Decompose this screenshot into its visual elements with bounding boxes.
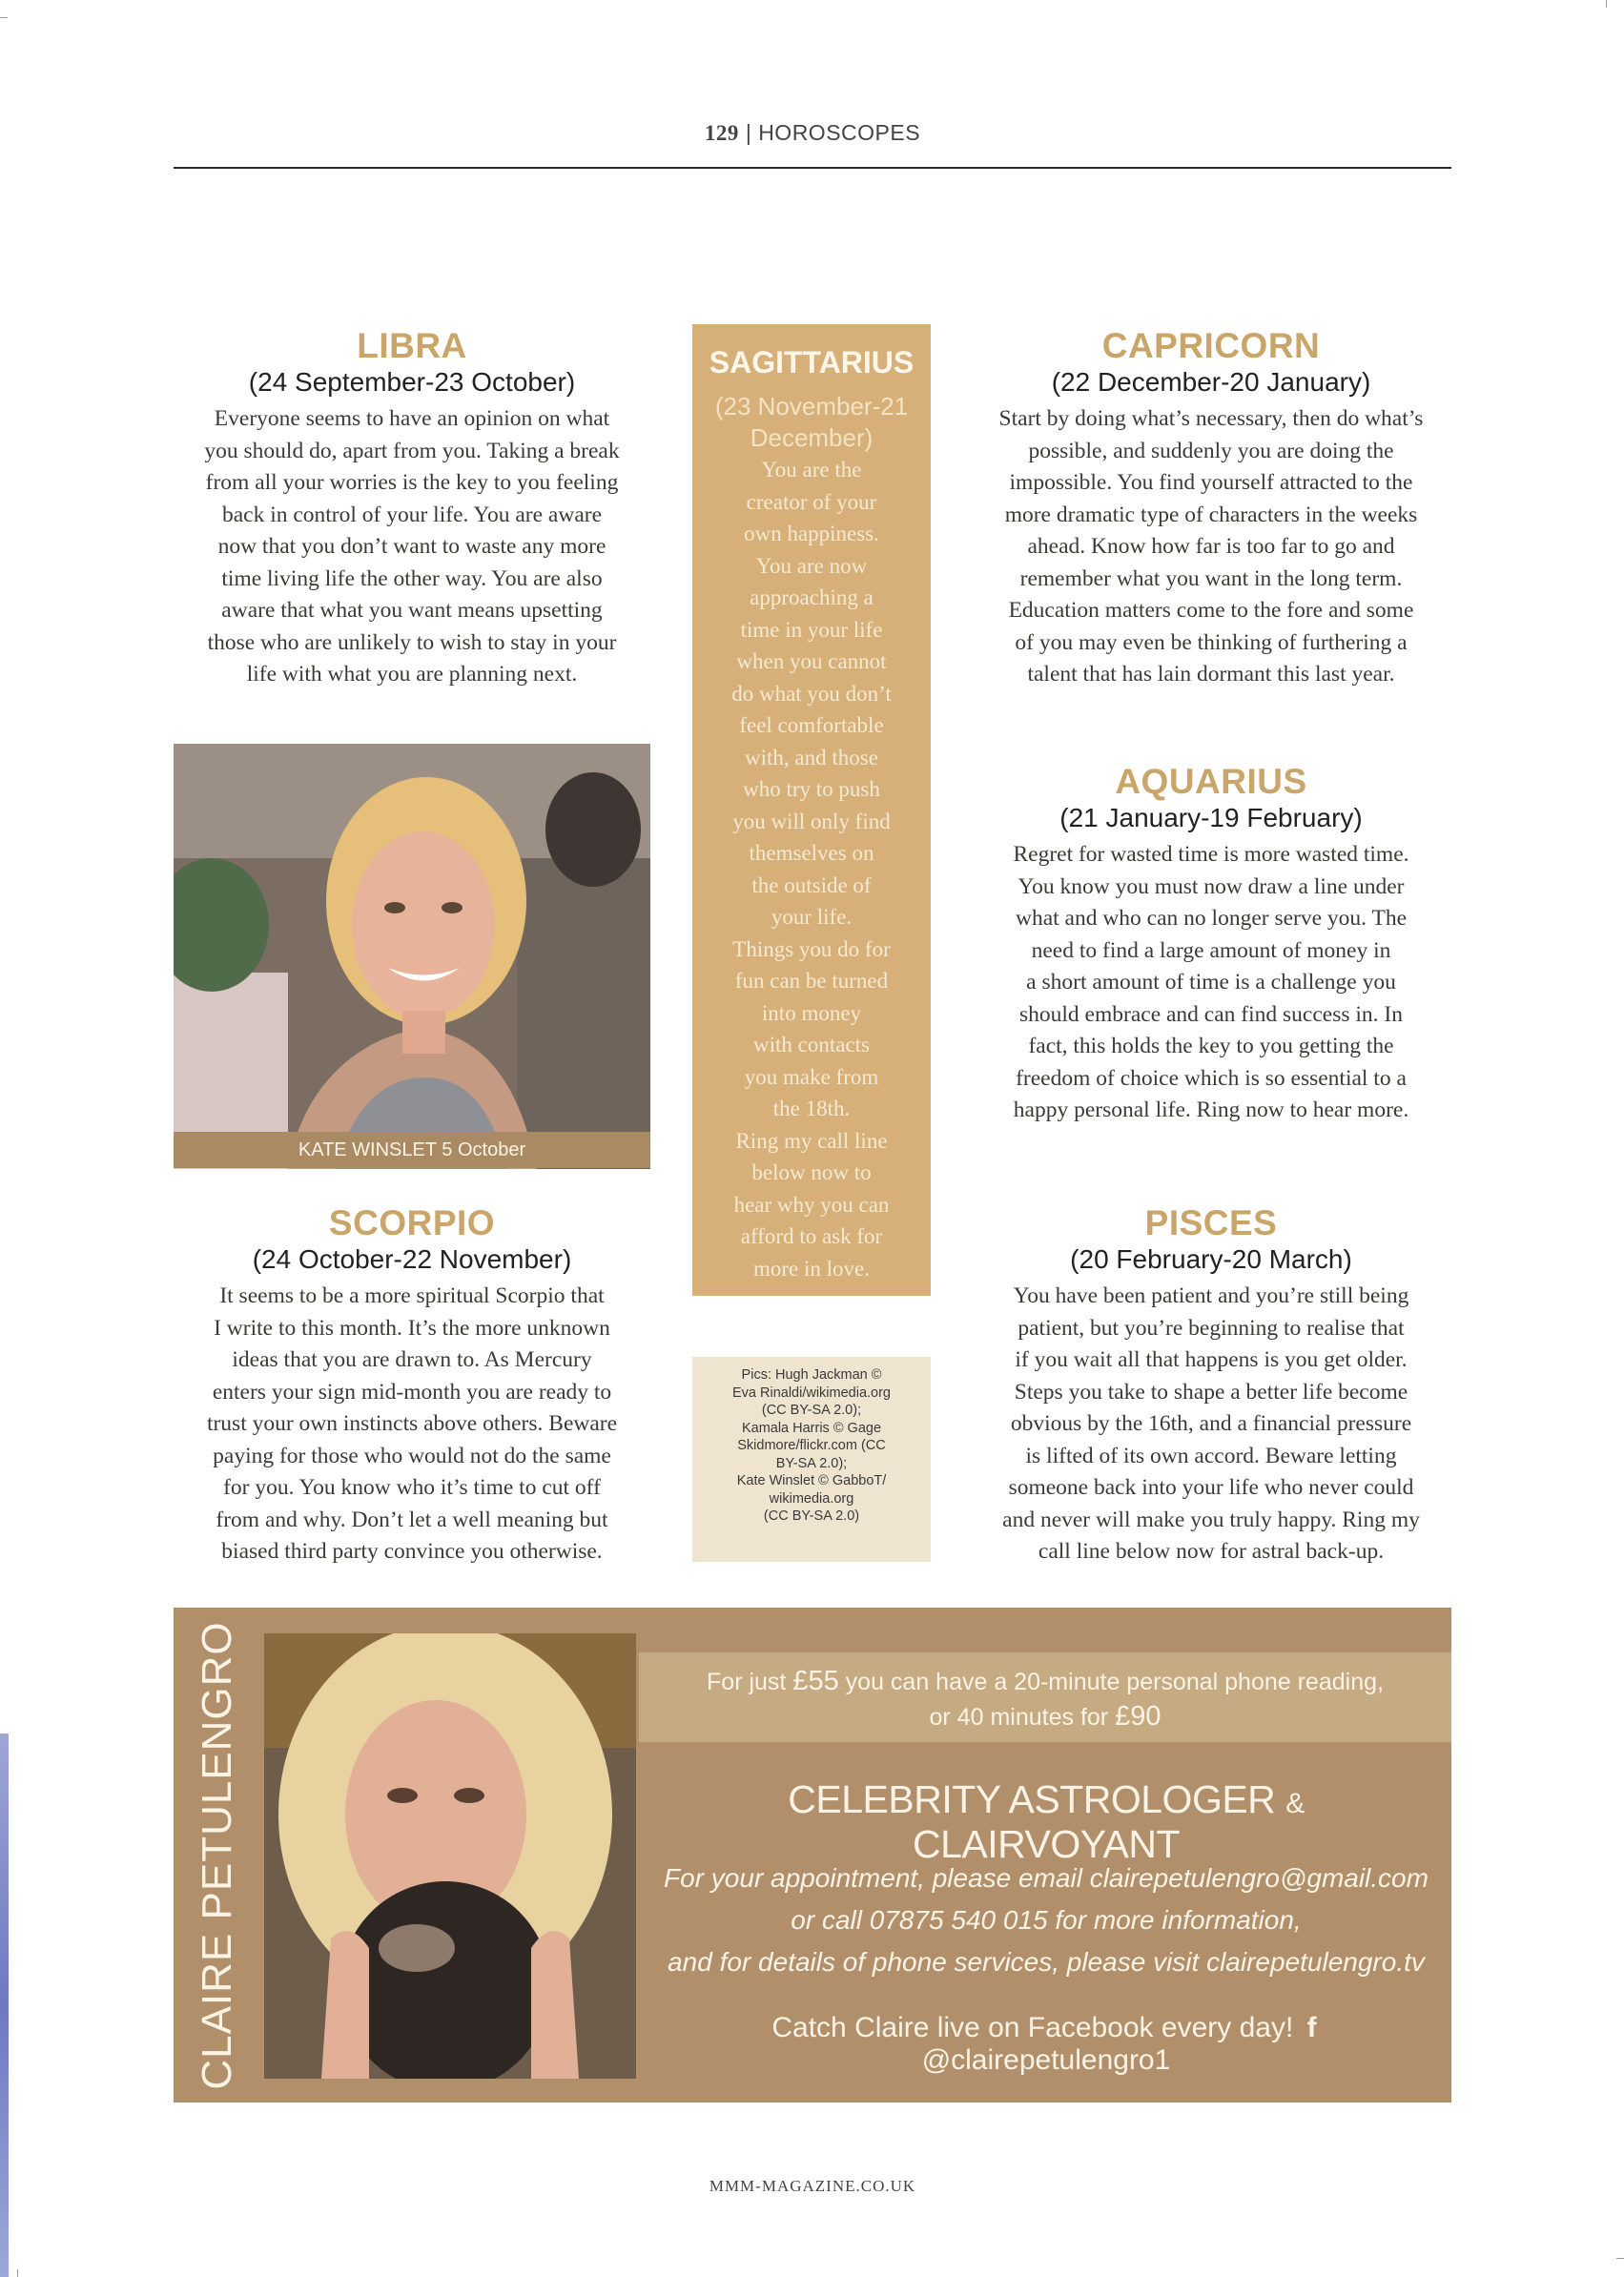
page-edge-strip (0, 1733, 9, 2277)
crop-mark (0, 17, 8, 18)
section-title: HOROSCOPES (758, 120, 921, 145)
sign-text: Start by doing what’s necessary, then do what’s possible, and suddenly you are doing the impossible. You find yourself attracted to the more dramatic type of characters in the weeks ahead. Know how far is too far to go and remember what you want in the long term. Education matters come to the fore and some of you may even be thinking of furthering a talent that has lain dormant this last year. (998, 406, 1424, 687)
capricorn-section (963, 327, 1459, 691)
sign-name: SAGITTARIUS (709, 345, 915, 380)
phone-line[interactable]: or call 07875 540 015 for more information, (791, 1905, 1302, 1935)
portrait-illustration (264, 1633, 636, 2079)
aquarius-section (963, 763, 1459, 1127)
photo-credits: Pics: Hugh Jackman © Eva Rinaldi/wikimedia.org (CC BY-SA 2.0); Kamala Harris © Gage Skidmore/flickr.com (CC BY-SA 2.0); Kate Winslet © GabboT/ wikimedia.org (CC BY-SA 2.0) (692, 1357, 931, 1562)
claire-petulengro-photo (264, 1633, 636, 2079)
sign-text: Everyone seems to have an opinion on what you should do, apart from you. Taking a break from all your worries is the key to you feeling back in control of your life. You are aware now that you don’t want to waste any more time living life the other way. You are also aware that what you want means upsetting those who are unlikely to wish to stay in your life with what you are planning next. (204, 406, 620, 687)
sign-dates: (20 February-20 March) (1070, 1244, 1352, 1274)
header-rule (174, 167, 1451, 169)
sign-dates: (22 December-20 January) (1051, 367, 1371, 397)
sign-name: CAPRICORN (1101, 326, 1321, 365)
sign-name: LIBRA (357, 326, 467, 365)
sign-dates: (24 October-22 November) (252, 1244, 572, 1274)
crop-mark (1616, 2258, 1624, 2259)
sign-text: You are the creator of your own happiness. You are now approaching a time in your life when you cannot do what you don’t feel comfortable with, and those who try to push you will only find themselves on the outside of your life. Things you do for fun can be turned into money with contacts you make from the 18th. Ring my call line below now to hear why you can afford to ask for more in love. (731, 458, 892, 1281)
sign-dates: (21 January-19 February) (1059, 803, 1363, 832)
website-line[interactable]: and for details of phone services, please visit clairepetulengro.tv (668, 1947, 1425, 1977)
sign-dates: (23 November-21 December) (714, 392, 909, 452)
libra-section (174, 327, 650, 691)
facebook-handle[interactable]: @clairepetulengro1 (921, 2044, 1171, 2076)
sign-dates: (24 September-23 October) (248, 367, 576, 397)
sign-text: Regret for wasted time is more wasted time. You know you must now draw a line under what and who can no longer serve you. The need to find a large amount of money in a short amount of time is a challenge you should embrace and can find success in. In fact, this holds the key to you getting the freedom of choice which is so essential to a happy personal life. Ring now to hear more. (1013, 842, 1409, 1122)
price-40min: £90 (1115, 1701, 1161, 1732)
advert-vertical-name: CLAIRE PETULENGRO (194, 1621, 240, 2090)
price-banner: For just £55 you can have a 20-minute personal phone reading, or 40 minutes for £90 (639, 1652, 1451, 1742)
footer-site[interactable]: MMM-MAGAZINE.CO.UK (709, 2177, 916, 2195)
price-20min: £55 (792, 1666, 839, 1696)
photo-caption: KATE WINSLET 5 October (174, 1132, 650, 1168)
page-header (174, 120, 1451, 146)
crop-mark (1606, 0, 1607, 8)
kate-winslet-photo (174, 744, 650, 1169)
scorpio-section (174, 1204, 650, 1569)
sign-text: You have been patient and you’re still being patient, but you’re beginning to realise that if you wait all that happens is you get older. Steps you take to shape a better life become obvious by the 16th, and a financial pressure is lifted of its own accord. Beware letting someone back into your life who never could and never will make you truly happy. Ring my call line below now for astral back-up. (1002, 1283, 1420, 1564)
facebook-line: Catch Claire live on Facebook every day! f @clairepetulengro1 (771, 2012, 1317, 2076)
contact-info (650, 1857, 1442, 1983)
crop-mark (17, 2269, 18, 2277)
sign-name: PISCES (1144, 1203, 1278, 1242)
sign-name: SCORPIO (328, 1203, 496, 1242)
sign-name: AQUARIUS (1115, 762, 1307, 801)
astrologer-advert (174, 1608, 1451, 2103)
facebook-icon: f (1306, 2012, 1317, 2043)
sign-text: It seems to be a more spiritual Scorpio that I write to this month. It’s the more unknown ideas that you are drawn to. As Mercury enters your sign mid-month you are ready to trust your own instincts above others. Beware paying for those who would not do the same for you. You know who it’s time to cut off from and why. Don’t let a well meaning but biased third party convince you otherwise. (206, 1283, 618, 1564)
page-number: 129 (704, 121, 739, 145)
portrait-illustration (174, 744, 650, 1169)
sagittarius-column (692, 324, 931, 1296)
header-separator: | (745, 120, 752, 145)
email-line[interactable]: For your appointment, please email clairepetulengro@gmail.com (664, 1863, 1429, 1893)
pisces-section (963, 1204, 1459, 1569)
advert-title: CELEBRITY ASTROLOGER & CLAIRVOYANT (788, 1777, 1305, 1866)
